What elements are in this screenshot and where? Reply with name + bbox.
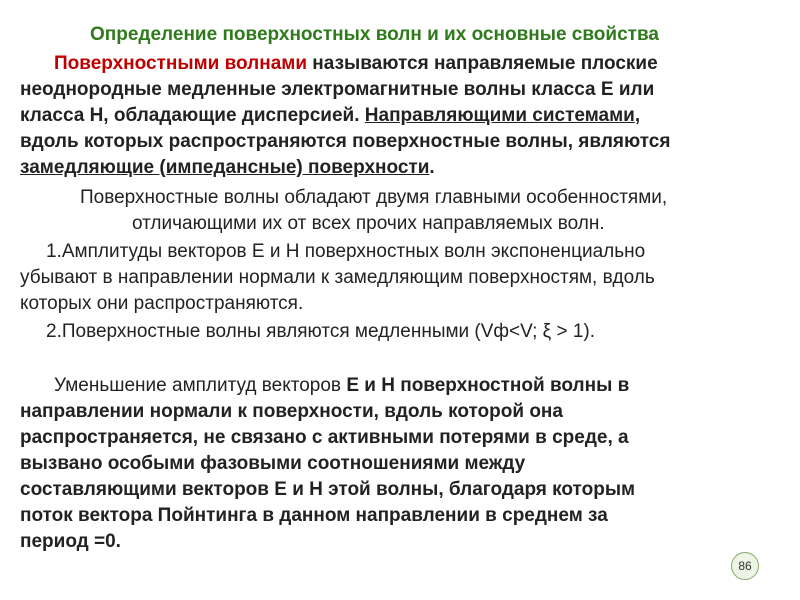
p1-line-1-rest: называются направляемые плоские bbox=[307, 53, 658, 74]
p1-line-5 bbox=[20, 156, 435, 180]
p5-line-6: поток вектора Пойнтинга в данном направлении в среднем за bbox=[20, 505, 608, 526]
p5-line-5: составляющими векторов Е и Н этой волны, благодаря которым bbox=[20, 479, 636, 500]
p2-line-1: Поверхностные волны обладают двумя главными особенностями, bbox=[80, 187, 668, 208]
p3-line-1: 1.Амплитуды векторов Е и Н поверхностных волн экспоненциально bbox=[46, 241, 646, 262]
p5-line-1-b: Е и Н поверхностной волны в bbox=[346, 375, 630, 396]
term-guiding-systems: Направляющими системами bbox=[364, 105, 635, 126]
p1-line-3-a: класса Н, обладающие дисперсией. bbox=[20, 105, 365, 126]
p4-line-1: 2.Поверхностные волны являются медленными (Vф<V; ξ > 1). bbox=[46, 321, 596, 342]
p3-line-3: которых они распространяются. bbox=[20, 293, 304, 314]
p1-line-2: неоднородные медленные электромагнитные волны класса Е или bbox=[20, 79, 655, 100]
p1-line-3 bbox=[20, 104, 640, 128]
p2-line-2: отличающими их от всех прочих направляемых волн. bbox=[132, 213, 605, 234]
page-number-badge: 86 bbox=[731, 552, 759, 580]
p1-line-4: вдоль которых распространяются поверхностные волны, являются bbox=[20, 131, 671, 152]
p5-line-1-a: Уменьшение амплитуд векторов bbox=[54, 375, 347, 396]
p5-line-3: распространяется, не связано с активными потерями в среде, а bbox=[20, 427, 629, 448]
slide-title: Определение поверхностных волн и их основные свойства bbox=[90, 24, 659, 45]
p1-line-5-b: . bbox=[429, 157, 435, 178]
term-surface-waves: Поверхностными волнами bbox=[54, 53, 308, 74]
p3-line-2: убывают в направлении нормали к замедляющим поверхностям, вдоль bbox=[20, 267, 655, 288]
p5-line-2: направлении нормали к поверхности, вдоль которой она bbox=[20, 401, 563, 422]
p5-line-1 bbox=[54, 374, 629, 398]
term-impedance-surfaces: замедляющие (импедансные) поверхности bbox=[20, 157, 430, 178]
p5-line-7: период =0. bbox=[20, 531, 121, 552]
p1-line-3-c: , bbox=[634, 105, 641, 126]
p5-line-4: вызвано особыми фазовыми соотношениями между bbox=[20, 453, 526, 474]
p1-line-1 bbox=[54, 52, 658, 76]
